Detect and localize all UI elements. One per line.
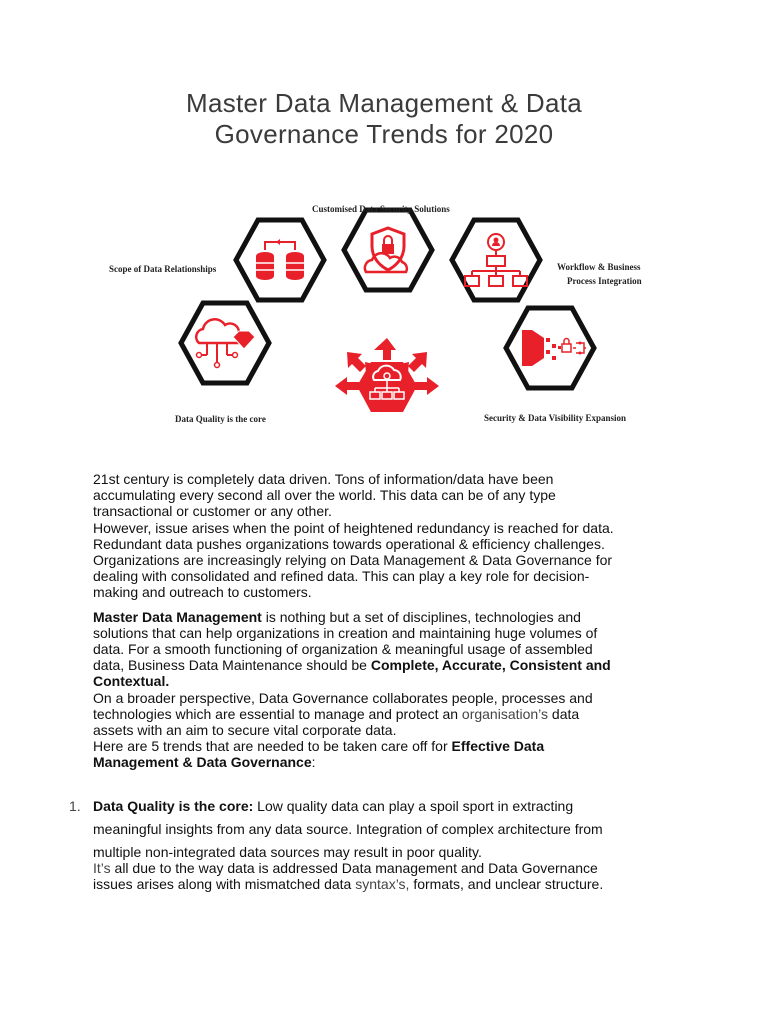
workflow-hierarchy-icon xyxy=(452,220,540,300)
infographic-graphic xyxy=(95,198,675,438)
text-line: meaningful insights from any data source. Integration of complex architecture from xyxy=(93,820,603,837)
text-line: Redundant data pushes organizations towards operational & efficiency challenges. xyxy=(93,535,605,552)
label-security-visibility: Security & Data Visibility Expansion xyxy=(484,413,627,423)
emphasis-text: Management & Data Governance xyxy=(93,754,312,771)
list-item-heading: Data Quality is the core: xyxy=(93,797,254,814)
text-line: technologies which are essential to manage and protect an xyxy=(93,705,462,722)
text-line: data, Business Data Maintenance should be xyxy=(93,657,371,674)
cloud-diamond-icon xyxy=(181,303,269,383)
cloud-shield-lock-icon xyxy=(344,210,432,290)
text-line: On a broader perspective, Data Governance collaborates people, processes and xyxy=(93,689,593,706)
page-title xyxy=(0,88,768,150)
emphasis-text: Effective Data xyxy=(451,738,545,755)
label-data-security: Customised Data Security Solutions xyxy=(312,204,450,214)
text-line: solutions that can help organizations in creation and maintaining huge volumes of xyxy=(93,624,598,641)
article-body xyxy=(69,471,673,892)
text-line: 21st century is completely data driven. Tons of information/data have been xyxy=(93,471,554,487)
paragraph-mdm xyxy=(93,609,673,771)
text-fragment: organisation’s xyxy=(461,705,549,722)
label-data-quality: Data Quality is the core xyxy=(175,414,266,424)
text-line: dealing with consolidated and refined data. This can play a key role for decision- xyxy=(93,568,590,585)
title-line-2: Governance Trends for 2020 xyxy=(214,119,554,149)
paragraph-intro xyxy=(93,471,673,601)
text-fragment: : xyxy=(311,754,316,771)
text-line: multiple non-integrated data sources may result in poor quality. xyxy=(93,843,482,860)
mdm-term: Master Data Management xyxy=(93,608,262,625)
text-line: Low quality data can play a spoil sport in extracting xyxy=(253,797,574,814)
text-fragment: formats, and unclear structure. xyxy=(409,875,604,892)
data-filter-lock-icon xyxy=(506,308,594,388)
text-line: issues arises along with mismatched data xyxy=(93,875,356,892)
text-line: all due to the way data is addressed Data management and Data Governance xyxy=(110,859,598,876)
text-line: accumulating every second all over the world. This data can be of any type xyxy=(93,487,556,504)
text-line: making and outreach to customers. xyxy=(93,584,312,601)
text-line: However, issue arises when the point of heightened redundancy is reached for data. xyxy=(93,519,614,536)
text-line: data. For a smooth functioning of organization & meaningful usage of assembled xyxy=(93,641,593,658)
trends-infographic xyxy=(95,198,675,438)
central-network-icon xyxy=(335,338,439,412)
title-line-1: Master Data Management & Data xyxy=(186,88,582,118)
label-workflow-line-2: Process Integration xyxy=(567,276,642,286)
label-data-relationships: Scope of Data Relationships xyxy=(109,264,217,274)
emphasis-text: Contextual. xyxy=(93,673,170,690)
text-fragment: syntax’s, xyxy=(355,875,410,892)
label-workflow-line-1: Workflow & Business xyxy=(557,262,641,272)
text-line: is nothing but a set of disciplines, technologies and xyxy=(261,608,581,625)
text-fragment: data xyxy=(548,705,580,722)
list-number: 1. xyxy=(69,797,81,814)
text-line: Here are 5 trends that are needed to be taken care off for xyxy=(93,738,452,755)
list-item xyxy=(69,795,673,892)
text-line: transactional or customer or any other. xyxy=(93,503,332,520)
text-line: Organizations are increasingly relying on Data Management & Data Governance for xyxy=(93,552,613,569)
emphasis-text: Complete, Accurate, Consistent and xyxy=(370,657,611,674)
database-link-icon xyxy=(236,220,324,300)
text-fragment: It’s xyxy=(93,859,111,876)
text-line: assets with an aim to secure vital corporate data. xyxy=(93,722,397,739)
